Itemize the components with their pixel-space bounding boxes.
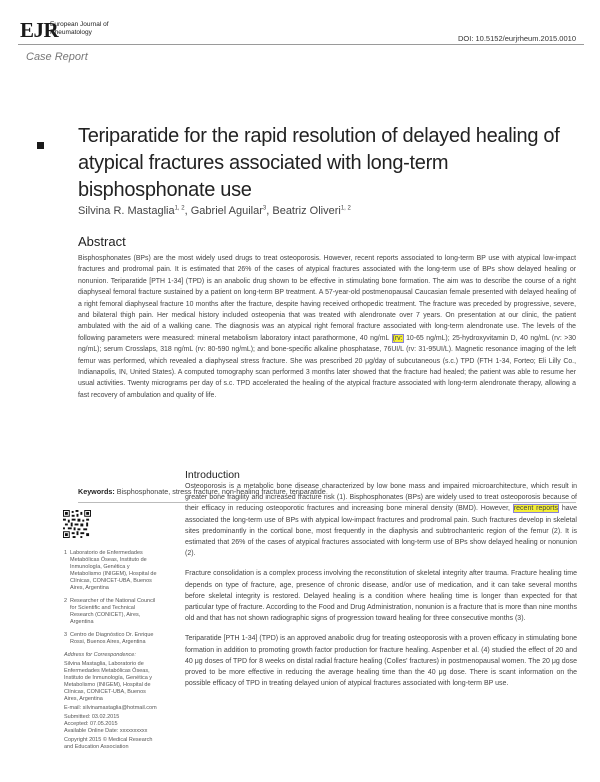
affiliation-item: 1 Laboratorio de Enfermedades Metabólicas Óseas, Instituto de Inmunología, Genética y Metabolismo (INIGEM), Hospital de Clínicas, CONICET-UBA, Buenos Aires, Argentina bbox=[64, 550, 157, 591]
abstract-heading: Abstract bbox=[78, 234, 126, 249]
title-marker bbox=[37, 142, 44, 149]
author-name: Beatriz Oliveri bbox=[272, 205, 341, 217]
online-date: Available Online Date: xxxxxxxxxx bbox=[64, 728, 148, 734]
header-divider bbox=[18, 44, 584, 45]
copyright-notice: Copyright 2015 © Medical Research and Education Association bbox=[64, 737, 153, 750]
journal-name: European Journal of Rheumatology bbox=[50, 21, 109, 36]
section-label: Case Report bbox=[26, 51, 88, 63]
author-name: Silvina R. Mastaglia bbox=[78, 205, 175, 217]
affiliations-column bbox=[64, 550, 160, 751]
paragraph: Osteoporosis is a metabolic bone disease characterized by low bone mass and impaired microarchitecture, which result in greater bone fragility and increased fracture risk (1). Bisphosphonates (BPs) are widely used to treat osteoporosis because of their efficacy in reducing osteoporotic fractures and increasing bone mineral density (BMD). However, recent reports have associated the long-term use of BPs with atypical low-impact fractures and prodromal pain. Such fractures develop in skeletal sites predominantly in the cortical bone, most frequently in the diaphysis and subtrochanteric region of the femur (2). It is estimated that 26% of the cases of atypical fractures associated with long-term use of BPs show delayed healing or nonunion (2). bbox=[185, 483, 578, 558]
correspondence-email[interactable]: E-mail: silvinamastaglia@hotmail.com bbox=[64, 705, 157, 711]
accepted-date: Accepted: 07.05.2015 bbox=[64, 721, 118, 727]
highlight-annotation[interactable]: (rv: bbox=[392, 334, 403, 342]
doi-text[interactable]: DOI: 10.5152/eurjrheum.2015.0010 bbox=[458, 34, 576, 43]
highlight-annotation[interactable]: recent reports bbox=[513, 505, 558, 513]
introduction-body bbox=[185, 481, 577, 698]
correspondence-label: Address for Correspondence: bbox=[64, 652, 136, 658]
abstract-body: Bisphosphonates (BPs) are the most widely used drugs to treat osteoporosis. However, recent reports associated to long-term BP use with atypical low-impact fractures and prodromal pain. It is estimated that 26% of the cases of atypical fractures associated with the long-term use of BPs show delayed healing or nonunion. Teriparatide [PTH 1-34] (TPD) is an anabolic drug shown to be effective in stimulating bone formation. The aim was to describe the course of a right diaphyseal femoral fracture sustained by a patient on long-term BP treatment. A 57-year-old postmenopausal Caucasian female presented with delayed healing of a right femoral diaphyseal fracture 10 months after the fracture, despite having received orthopedic treatment. The fracture was preceded by progressive, severe, and bilateral thigh pain. Her medical history included osteopenia that was treated with alendronate over 7 years. On presentation at our clinic, the patient ambulated with the aid of a walking cane. The diagnosis was an atypical right femoral fracture associated with long-term alendronate use. The levels of the following parameters were measured: mineral metabolism laboratory intact parathormone, 40 ng/mL (rv: 10-65 ng/mL); 25-hydroxyvitamin D, 40 ng/mL (rv: >30 ng/mL); serum Crosslaps, 318 ng/mL (rv: 80-590 ng/mL); and bone-specific alkaline phosphatase, 76UI/L (rv: 31-95UI/L). Magnetic resonance imaging of the left femur was performed, which revealed a diaphyseal stress fracture. She was prescribed 20 μg/day of subcutaneous (s.c.) TPD (FTH 1-34, Forteo; Eli Lilly Co., Indianapolis, IN, United States). A computed tomography scan performed 3 months later showed that the fracture had healed; the patient was able to resume her usual activities. Twenty micrograms per day of s.c. TPD accelerated the healing of the atypical fracture associated with long-term alendronate therapy, allowing a fast recovery of ambulation and quality of life. bbox=[78, 255, 576, 399]
author-list: Silvina R. Mastaglia$^{1, 2}$, Gabriel Aguilar$^3$, Beatriz Oliveri$^{1, 2}$ bbox=[78, 205, 351, 217]
introduction-heading: Introduction bbox=[185, 469, 240, 481]
submitted-date: Submitted: 03.02.2015 bbox=[64, 714, 120, 720]
affiliation-item: 2 Researcher of the National Council for Scientific and Technical Research (CONICET), Aires, Argentina bbox=[64, 598, 156, 625]
affiliation-item: 3 Centro de Diagnóstico Dr. Enrique Rossi, Buenos Aires, Argentina bbox=[64, 632, 154, 645]
paragraph: Fracture consolidation is a complex process involving the reconstitution of skeletal integrity after trauma. Fracture healing time depends on type of fracture, age, presence of chronic disease, and/or use of medication, and it can take several months before skeletal integrity is restored. Delayed healing is a condition where healing time is longer than expected for that particular type of fracture. According to the Food and Drug Administration, nonunion is a fracture that is more than nine months old and that has not shown radiographic signs of progression toward healing for three consecutive months (3). bbox=[185, 570, 577, 623]
correspondence-address: Silvina Mastaglia, Laboratorio de Enfermedades Metabólicas Óseas, Instituto de Inmunología, Genética y Metabolismo (INIGEM), Hospital de Clínicas, CONICET-UBA, Buenos Aires, Argentina bbox=[64, 661, 153, 702]
article-title: Teriparatide for the rapid resolution of delayed healing of atypical fractures associated with long-term bisphosphonate use bbox=[78, 125, 560, 201]
qr-code-icon[interactable] bbox=[63, 510, 91, 538]
keywords: Keywords: Bisphosphonate, stress fracture, non-healing fracture, teriparatide bbox=[78, 487, 326, 496]
author-name: Gabriel Aguilar bbox=[190, 205, 263, 217]
paragraph: Teriparatide [PTH 1-34] (TPD) is an approved anabolic drug for treating osteoporosis with a proven efficacy in stimulating bone formation in addition to promoting growth factor production for fracture healing. Aspenber et al. (4) studied the effect of 20 and 40 μg doses of TPD for 8 weeks on distal radial fracture healing (Colles' fractures) in postmenopausal women. The 20 μg dose proved to be more effective in reducing the average healing time than the 40 μg dose. There is scant information on the possible efficacy of TPD in treating delayed union of atypical fractures associated with long-term BP use. bbox=[185, 635, 577, 688]
journal-logo: EJR bbox=[20, 18, 59, 42]
